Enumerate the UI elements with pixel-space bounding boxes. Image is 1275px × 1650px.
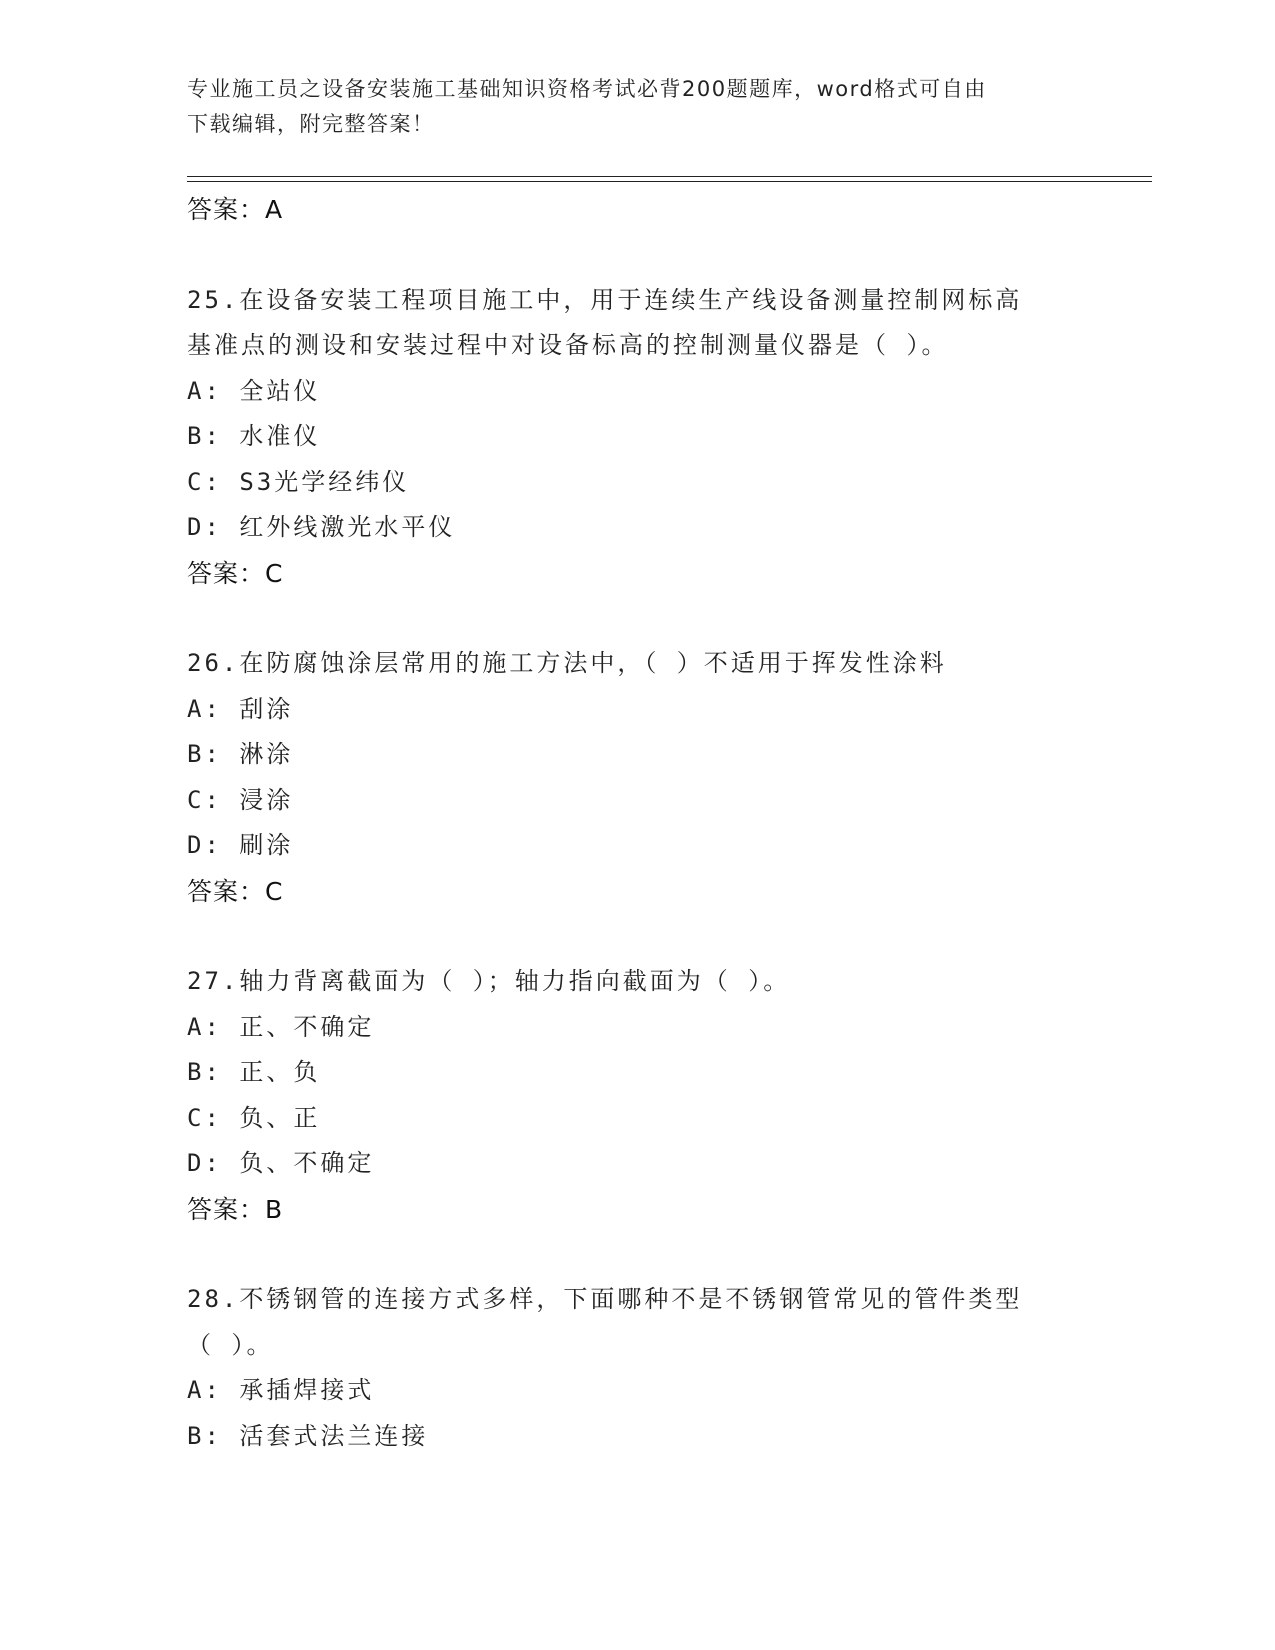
option-b: B: 正、负 [187, 1058, 321, 1086]
spacer [187, 914, 1087, 959]
option-a: A: 刮涂 [187, 694, 294, 723]
option-d: D: 负、不确定 [187, 1149, 375, 1177]
page-header [187, 72, 1077, 142]
header-line-2: 下载编辑，附完整答案！ [187, 112, 435, 136]
question-28 [187, 1277, 1087, 1459]
previous-answer: 答案：A [187, 195, 284, 224]
header-line-1: 专业施工员之设备安装施工基础知识资格考试必背200题题库，word格式可自由 [187, 77, 987, 101]
question-26 [187, 641, 1087, 914]
option-c: C: 负、正 [187, 1103, 321, 1132]
spacer [187, 233, 1087, 278]
question-25 [187, 278, 1087, 597]
question-stem-line: 25.在设备安装工程项目施工中，用于连续生产线设备测量控制网标高 [187, 285, 1023, 314]
answer-line: 答案：C [187, 876, 284, 906]
question-list [187, 187, 1087, 1459]
answer-line: 答案：B [187, 1194, 284, 1224]
question-stem-line: 28.不锈钢管的连接方式多样，下面哪种不是不锈钢管常见的管件类型 [187, 1285, 1023, 1313]
spacer [187, 1232, 1087, 1277]
option-a: A: 正、不确定 [187, 1012, 375, 1041]
spacer [187, 596, 1087, 641]
option-a: A: 全站仪 [187, 376, 321, 405]
header-divider-top [187, 176, 1152, 177]
question-stem-line: 26.在防腐蚀涂层常用的施工方法中，（ ）不适用于挥发性涂料 [187, 649, 947, 677]
question-stem-line: （ ）。 [187, 1330, 274, 1359]
option-c: C: 浸涂 [187, 785, 294, 814]
option-d: D: 红外线激光水平仪 [187, 513, 456, 541]
header-divider-bottom [187, 181, 1152, 182]
option-a: A: 承插焊接式 [187, 1376, 375, 1404]
question-stem-line: 基准点的测设和安装过程中对设备标高的控制测量仪器是（ ）。 [187, 331, 949, 359]
option-b: B: 水准仪 [187, 422, 321, 450]
question-stem-line: 27.轴力背离截面为（ ）；轴力指向截面为（ ）。 [187, 967, 791, 995]
answer-line: 答案：C [187, 558, 284, 588]
option-b: B: 淋涂 [187, 740, 294, 768]
option-d: D: 刷涂 [187, 831, 294, 859]
question-27 [187, 959, 1087, 1232]
option-c: C: S3光学经纬仪 [187, 467, 410, 496]
option-b: B: 活套式法兰连接 [187, 1421, 429, 1450]
